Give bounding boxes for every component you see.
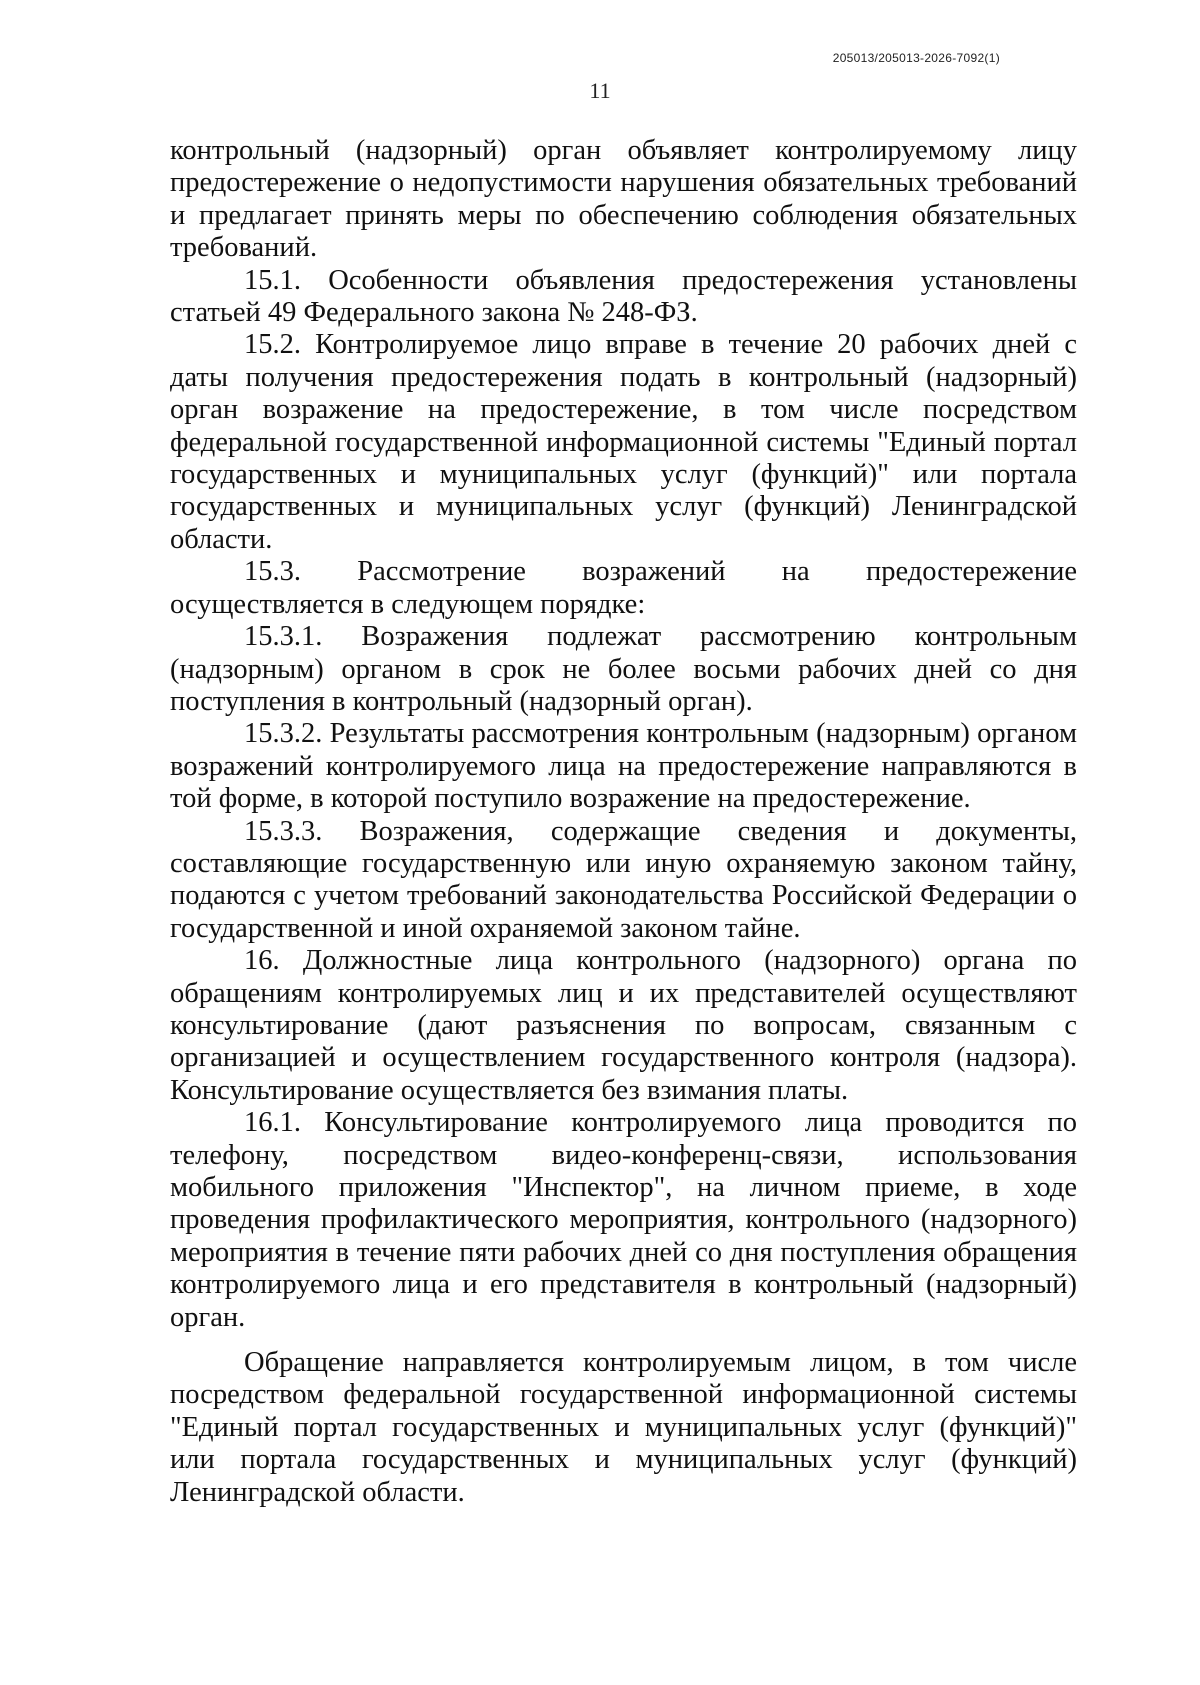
- paragraph-15-3: 15.3. Рассмотрение возражений на предостережение осуществляется в следующем порядке:: [170, 556, 1077, 620]
- page-number: 11: [589, 78, 611, 103]
- paragraph-15-3-1: 15.3.1. Возражения подлежат рассмотрению контрольным (надзорным) органом в срок не более восьми рабочих дней со дня поступления в контрольный (надзорный орган).: [170, 621, 1077, 717]
- paragraph-16: 16. Должностные лица контрольного (надзорного) органа по обращениям контролируемых лиц и их представителей осуществляют консультирование (дают разъяснения по вопросам, связанным с организацией и осуществлением государственного контроля (надзора). Консультирование осуществляется без взимания платы.: [170, 945, 1077, 1106]
- paragraph-15-3-2: 15.3.2. Результаты рассмотрения контрольным (надзорным) органом возражений контролируемого лица на предостережение направляются в той форме, в которой поступило возражение на предостережение.: [170, 718, 1077, 815]
- paragraph-16-1: 16.1. Консультирование контролируемого лица проводится по телефону, посредством видео-конференц-связи, использования мобильного приложения "Инспектор", на личном приеме, в ходе проведения профилактического мероприятия, контрольного (надзорного) мероприятия в течение пяти рабочих дней со дня поступления обращения контролируемого лица и его представителя в контрольный (надзорный) орган.: [170, 1107, 1077, 1333]
- document-id: 205013/205013-2026-7092(1): [832, 51, 1000, 65]
- paragraph-15-1: 15.1. Особенности объявления предостережения установлены статьей 49 Федерального закона № 248-ФЗ.: [170, 264, 1077, 329]
- paragraph-continuation: контрольный (надзорный) орган объявляет контролируемому лицу предостережение о недопустимости нарушения обязательных требований и предлагает принять меры по обеспечению соблюдения обязательных требований.: [170, 135, 1077, 264]
- paragraph-15-3-3: 15.3.3. Возражения, содержащие сведения и документы, составляющие государственную или иную охраняемую законом тайну, подаются с учетом требований законодательства Российской Федерации о государственной и иной охраняемой законом тайне.: [170, 815, 1077, 944]
- paragraph-15-2: 15.2. Контролируемое лицо вправе в течение 20 рабочих дней с даты получения предостережения подать в контрольный (надзорный) орган возражение на предостережение, в том числе посредством федеральной государственной информационной системы "Единый портал государственных и муниципальных услуг (функций)" или портала государственных и муниципальных услуг (функций) Ленинградской области.: [170, 329, 1077, 555]
- paragraph-appeal: Обращение направляется контролируемым лицом, в том числе посредством федеральной государственной информационной системы "Единый портал государственных и муниципальных услуг (функций)" или портала государственных и муниципальных услуг (функций) Ленинградской области.: [170, 1347, 1077, 1508]
- document-body: [170, 135, 1077, 1509]
